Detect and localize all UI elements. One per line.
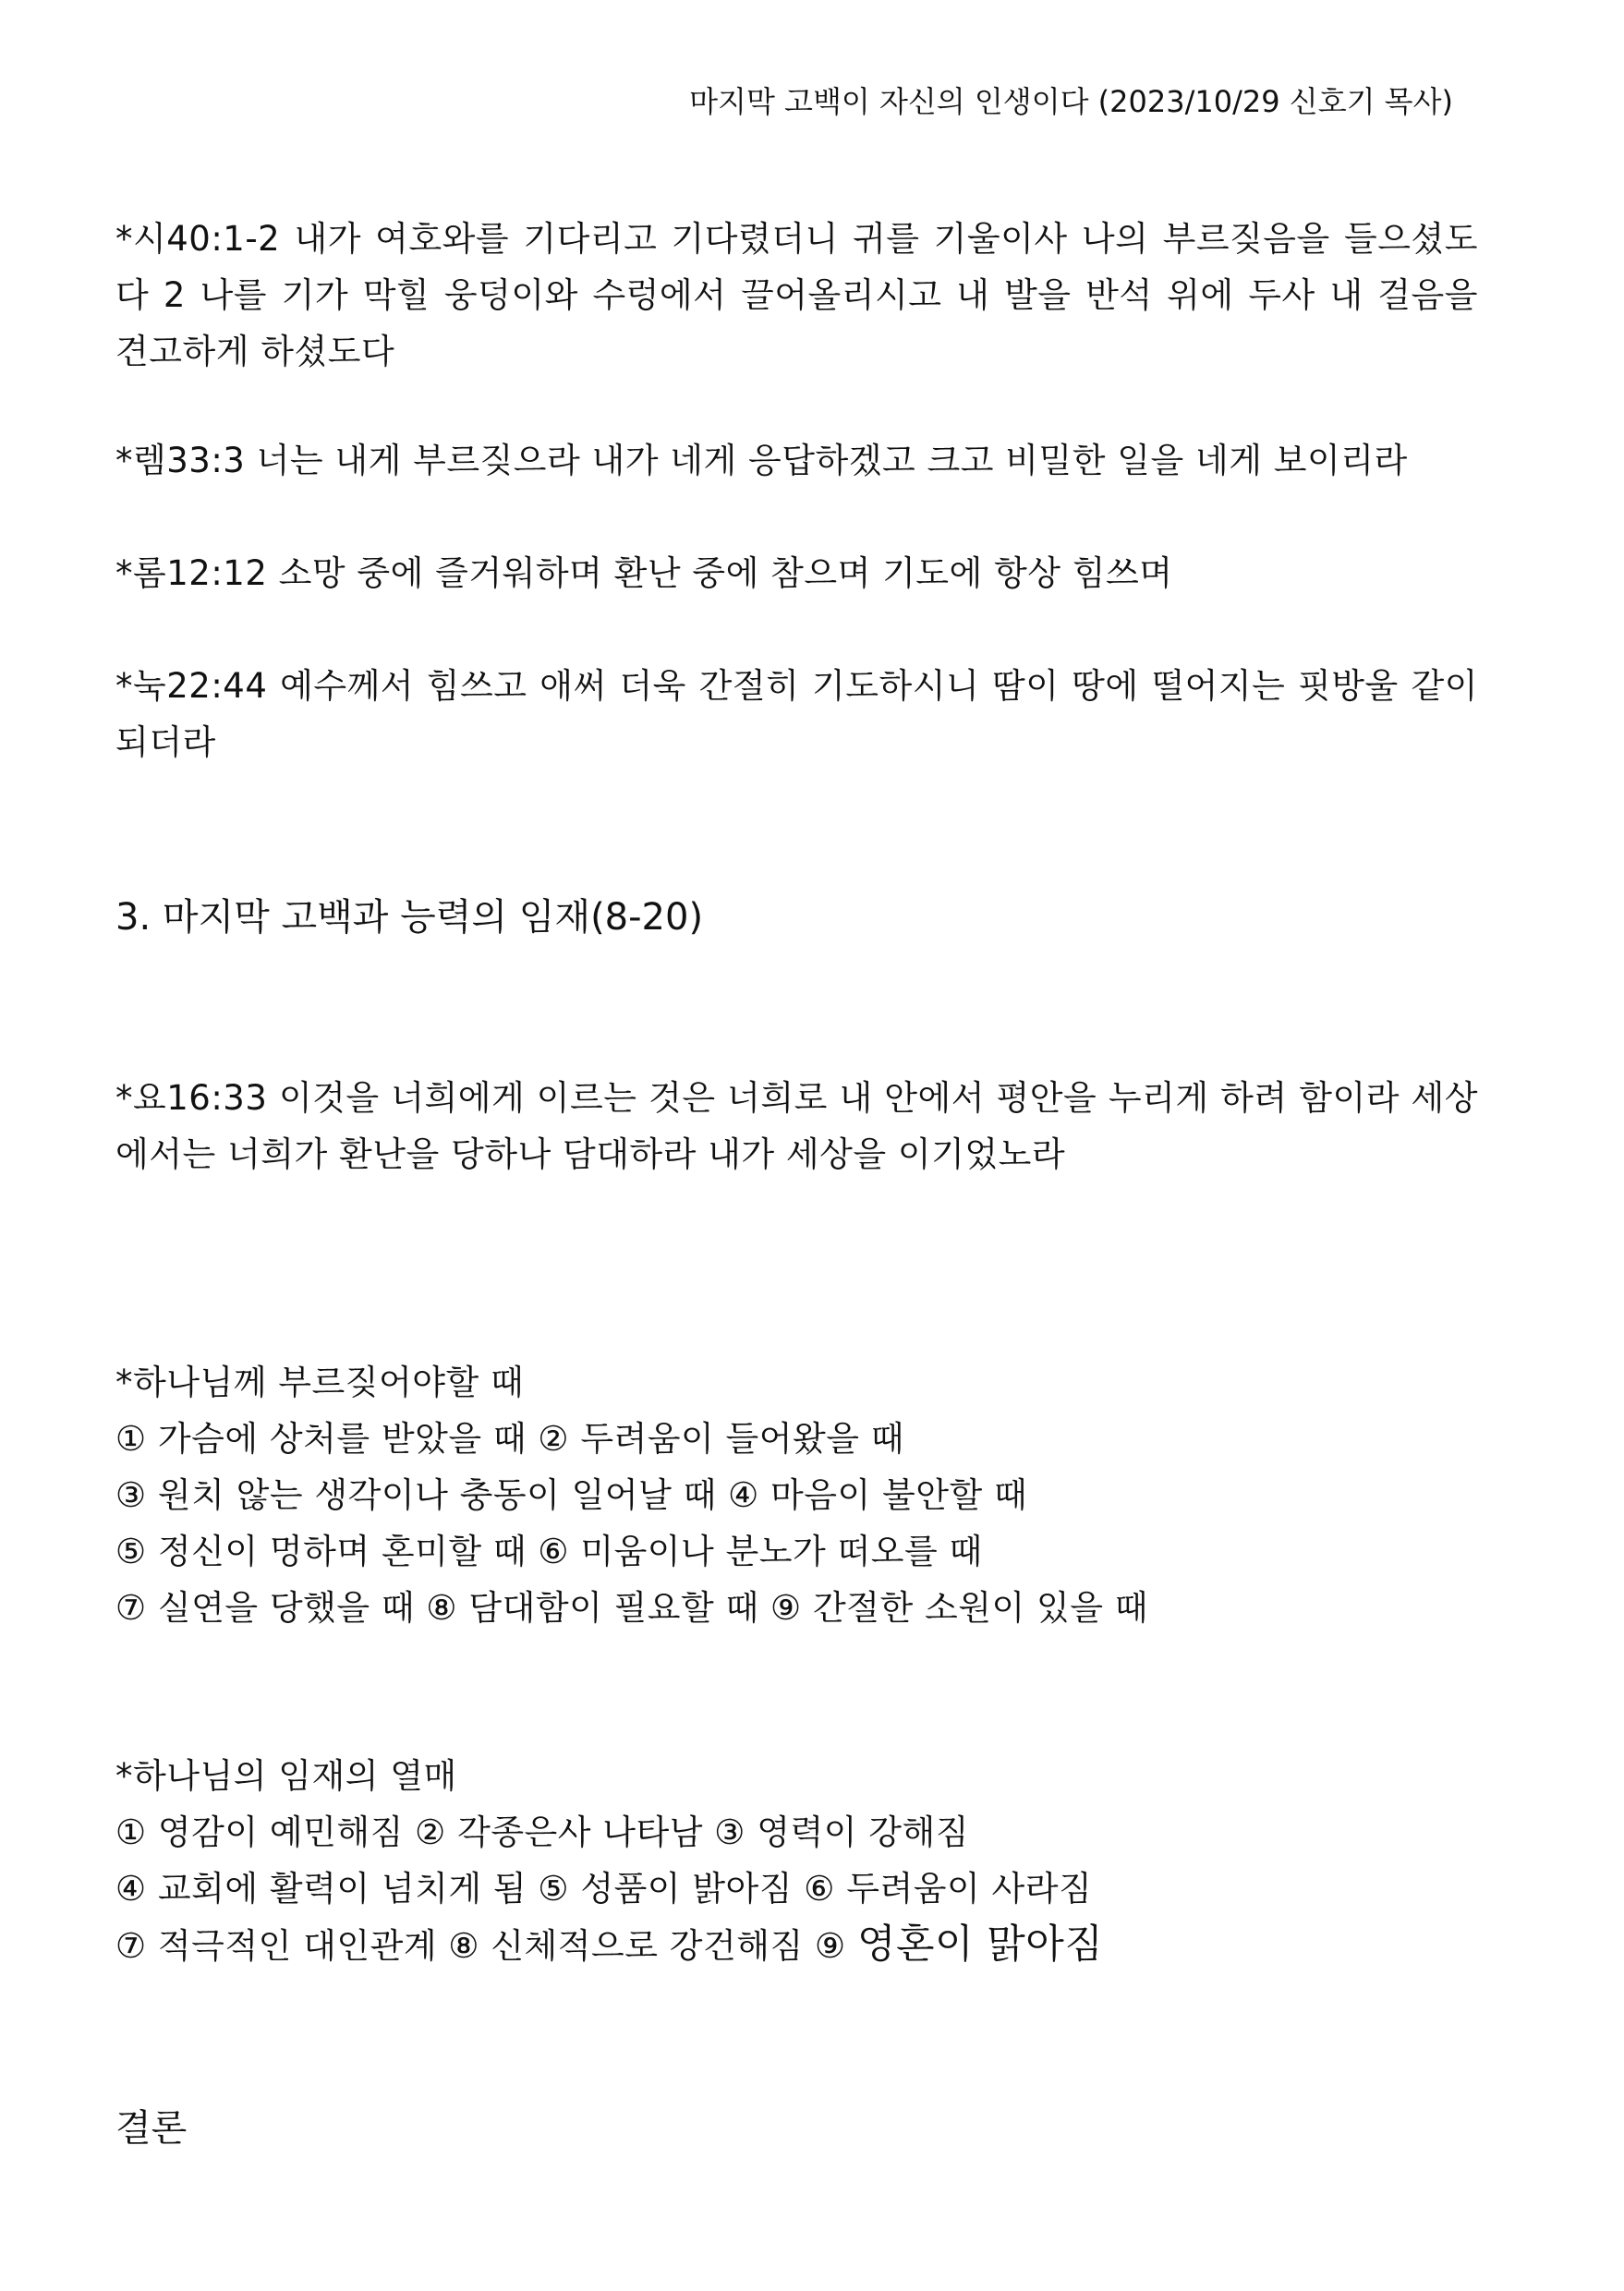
- cry-out-item-line: ① 가슴에 상처를 받았을 때 ② 두려움이 들어왔을 때: [115, 1419, 905, 1459]
- section-3-title: 3. 마지막 고백과 능력의 임재(8-20): [115, 896, 704, 939]
- fruits-item-text: ⑦ 적극적인 대인관계 ⑧ 신체적으로 강건해짐 ⑨: [115, 1926, 857, 1966]
- cry-out-heading: *하나님께 부르짖어야할 때: [115, 1363, 525, 1402]
- presence-fruits-list: [115, 1748, 1478, 1974]
- verse-romans-12: [115, 545, 1478, 601]
- page-header: 마지막 고백이 자신의 인생이다 (2023/10/29 신호기 목사): [689, 84, 1453, 119]
- verse-jeremiah-33: *렘33:3 너는 내게 부르짖으라 내가 네게 응답하겠고 크고 비밀한 일을 네게 보이리라: [115, 441, 1408, 480]
- fruits-item-line: [115, 1917, 1478, 1974]
- fruits-emphasis: 영혼이 맑아짐: [856, 1921, 1104, 1968]
- verse-romans-text: *롬12:12 소망 중에 즐거워하며 환난 중에 참으며 기도에 항상 힘쓰며: [115, 553, 1173, 593]
- cry-out-item-line: ⑤ 정신이 멍하며 혼미할 때 ⑥ 미움이나 분노가 떠오를 때: [115, 1532, 983, 1571]
- verse-john-16: *요16:33 이것을 너희에게 이르는 것은 너희로 내 안에서 평안을 누리게 하려 함이라 세상에서는 너희가 환난을 당하나 담대하라 내가 세상을 이기었노라: [115, 1078, 1478, 1174]
- cry-out-item-line: ⑦ 실연을 당했을 때 ⑧ 담대함이 필요할 때 ⑨ 간절한 소원이 있을 때: [115, 1588, 1148, 1628]
- fruits-item-line: ④ 교회에 활력이 넘치게 됨 ⑤ 성품이 밝아짐 ⑥ 두려움이 사라짐: [115, 1869, 1093, 1909]
- verse-luke-22: *눅22:44 예수께서 힘쓰고 애써 더욱 간절히 기도하시니 땀이 땅에 떨어지는 핏방울 같이 되더라: [115, 666, 1478, 762]
- fruits-item-line: ① 영감이 예민해짐 ② 각종은사 나타남 ③ 영력이 강해짐: [115, 1812, 969, 1852]
- verse-psalm-40: *시40:1-2 내가 여호와를 기다리고 기다렸더니 귀를 기울이사 나의 부르짖음을 들으셨도다 2 나를 기가 막힐 웅덩이와 수렁에서 끌어올리시고 내 발을 반석 위에 두사 내 걸음을 견고하게 하셨도다: [115, 219, 1478, 371]
- fruits-heading: *하나님의 임재의 열매: [115, 1756, 457, 1796]
- cry-out-list: [115, 1354, 1478, 1636]
- cry-out-item-line: ③ 원치 않는 생각이나 충동이 일어날 때 ④ 마음이 불안할 때: [115, 1475, 1028, 1515]
- conclusion-heading: 결론: [115, 2107, 188, 2150]
